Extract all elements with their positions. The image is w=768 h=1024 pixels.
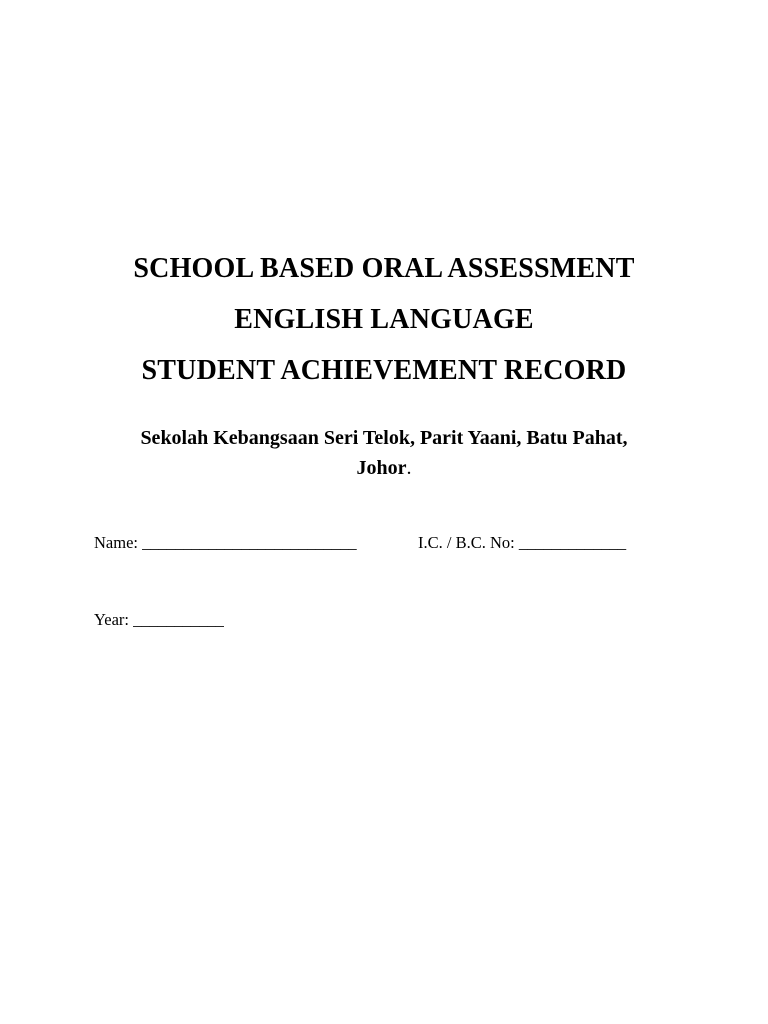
year-label: Year: [94, 610, 129, 629]
title-line-2: ENGLISH LANGUAGE [234, 304, 534, 335]
school-address-line-2 [0, 453, 768, 483]
ic-number-blank-line: _____________ [518, 533, 627, 552]
name-blank-line: __________________________ [142, 533, 357, 552]
ic-number-label: I.C. / B.C. No: [418, 533, 515, 552]
title-line-1: SCHOOL BASED ORAL ASSESSMENT [133, 253, 635, 284]
school-state-period: . [406, 457, 412, 479]
ic-number-field [418, 533, 626, 553]
title-line-3: STUDENT ACHIEVEMENT RECORD [141, 355, 627, 386]
year-blank-line: ___________ [133, 610, 224, 629]
name-label: Name: [94, 533, 138, 552]
year-field [94, 610, 224, 630]
school-address [0, 423, 768, 483]
school-address-line-1: Sekolah Kebangsaan Seri Telok, Parit Yaani, Batu Pahat, [140, 427, 628, 449]
school-state: Johor [356, 457, 407, 479]
name-field [94, 533, 357, 553]
